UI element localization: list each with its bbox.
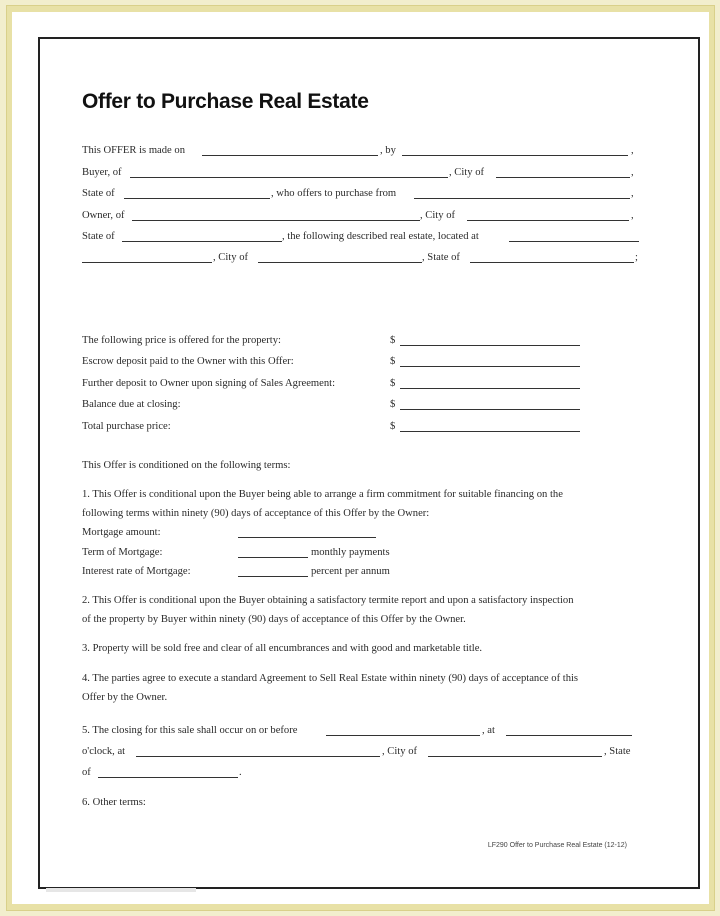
currency-sign: $ <box>390 335 396 346</box>
offer-date-label: This OFFER is made on <box>82 145 185 156</box>
buyer-city-label: , City of <box>449 167 485 178</box>
term3: 3. Property will be sold free and clear of all encumbrances and with good and marketable title. <box>82 643 483 654</box>
mortgage-amount-field[interactable] <box>238 537 376 538</box>
currency-sign: $ <box>390 399 396 410</box>
property-state-label: , State of <box>422 252 460 263</box>
mortgage-amount-label: Mortgage amount: <box>82 527 161 538</box>
buyer-address-field[interactable] <box>130 177 448 178</box>
owner-state-label: State of <box>82 231 115 242</box>
monthly-payments-label: monthly payments <box>311 547 390 558</box>
term1-line1: 1. This Offer is conditional upon the Buyer being able to arrange a firm commitment for suitable financing on the <box>82 489 563 500</box>
interest-rate-label: Interest rate of Mortgage: <box>82 566 191 577</box>
currency-sign: $ <box>390 356 396 367</box>
balance-due-label: Balance due at closing: <box>82 399 181 410</box>
punct: . <box>239 767 242 778</box>
property-address-field[interactable] <box>82 262 212 263</box>
buyer-name-field[interactable] <box>402 155 628 156</box>
total-price-field[interactable] <box>400 431 580 432</box>
offered-price-field[interactable] <box>400 345 580 346</box>
closing-time-field[interactable] <box>506 735 632 736</box>
punct: , <box>631 210 634 221</box>
buyer-city-field[interactable] <box>496 177 630 178</box>
owner-city-field[interactable] <box>467 220 629 221</box>
buyer-state-field[interactable] <box>124 198 270 199</box>
property-location-field[interactable] <box>509 241 639 242</box>
punct: , <box>631 188 634 199</box>
interest-rate-field[interactable] <box>238 576 308 577</box>
currency-sign: $ <box>390 378 396 389</box>
offer-date-field[interactable] <box>202 155 378 156</box>
other-terms-label: 6. Other terms: <box>82 797 146 808</box>
escrow-deposit-field[interactable] <box>400 366 580 367</box>
closing-city-label: , City of <box>382 746 418 757</box>
term4-line2: Offer by the Owner. <box>82 692 168 703</box>
currency-sign: $ <box>390 421 396 432</box>
property-city-label: , City of <box>213 252 249 263</box>
closing-state-of-label: of <box>82 767 91 778</box>
closing-date-field[interactable] <box>326 735 480 736</box>
punct: , <box>631 145 634 156</box>
closing-state-field[interactable] <box>98 777 238 778</box>
faint-watermark <box>46 888 196 892</box>
punct: ; <box>635 252 638 263</box>
form-page <box>12 12 709 904</box>
offered-price-label: The following price is offered for the property: <box>82 335 281 346</box>
closing-location-field[interactable] <box>136 756 380 757</box>
escrow-deposit-label: Escrow deposit paid to the Owner with this Offer: <box>82 356 294 367</box>
further-deposit-field[interactable] <box>400 388 580 389</box>
property-city-field[interactable] <box>258 262 422 263</box>
closing-date-label: 5. The closing for this sale shall occur on or before <box>82 725 298 736</box>
closing-state-label: , State <box>604 746 631 757</box>
term1-line2: following terms within ninety (90) days of acceptance of this Offer by the Owner: <box>82 508 430 519</box>
term2-line2: of the property by Buyer within ninety (90) days of acceptance of this Offer by the Owner. <box>82 614 466 625</box>
by-label: , by <box>380 145 396 156</box>
punct: , <box>631 167 634 178</box>
owner-city-label: , City of <box>420 210 456 221</box>
closing-at-label: , at <box>482 725 495 736</box>
percent-per-annum-label: percent per annum <box>311 566 390 577</box>
mortgage-term-field[interactable] <box>238 557 308 558</box>
owner-address-field[interactable] <box>132 220 420 221</box>
purchase-from-label: , who offers to purchase from <box>271 188 397 199</box>
buyer-state-label: State of <box>82 188 115 199</box>
total-price-label: Total purchase price: <box>82 421 171 432</box>
property-state-field[interactable] <box>470 262 634 263</box>
real-estate-located-label: , the following described real estate, located at <box>282 231 479 242</box>
term2-line1: 2. This Offer is conditional upon the Buyer obtaining a satisfactory termite report and upon a satisfactory inspection <box>82 595 574 606</box>
buyer-of-label: Buyer, of <box>82 167 122 178</box>
conditions-intro: This Offer is conditioned on the following terms: <box>82 460 291 471</box>
owner-of-label: Owner, of <box>82 210 125 221</box>
term4-line1: 4. The parties agree to execute a standard Agreement to Sell Real Estate within ninety (90) days of acceptance of this <box>82 673 579 684</box>
owner-state-field[interactable] <box>122 241 282 242</box>
further-deposit-label: Further deposit to Owner upon signing of Sales Agreement: <box>82 378 336 389</box>
term-of-mortgage-label: Term of Mortgage: <box>82 547 163 558</box>
balance-due-field[interactable] <box>400 409 580 410</box>
form-title: Offer to Purchase Real Estate <box>82 90 369 113</box>
closing-city-field[interactable] <box>428 756 602 757</box>
form-footer: LF290 Offer to Purchase Real Estate (12-12) <box>487 842 627 849</box>
oclock-at-label: o'clock, at <box>82 746 126 757</box>
owner-name-field[interactable] <box>414 198 630 199</box>
